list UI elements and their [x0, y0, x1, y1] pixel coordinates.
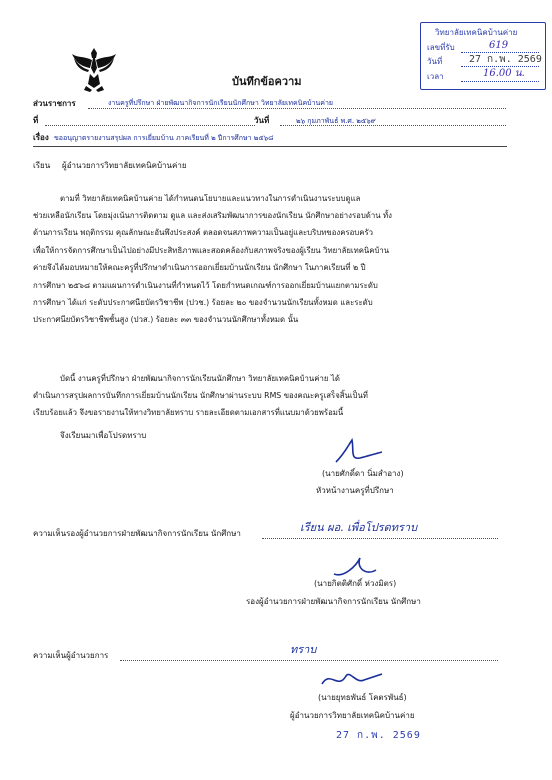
- body-line: เพื่อให้การจัดการศึกษาเป็นไปอย่างมีประสิทธิภาพและสอดคล้องกับสภาพจริงของผู้เรียน วิทยาลัยเทคนิคบ้าน: [33, 245, 390, 255]
- signer2-position: รองผู้อำนวยการฝ่ายพัฒนากิจการนักเรียน นักศึกษา: [246, 597, 421, 606]
- date-value: ๒๖ กุมภาพันธ์ พ.ศ. ๒๕๖๙: [296, 117, 376, 125]
- signature-mark: [330, 432, 390, 468]
- body-line: การศึกษา ๒๕๖๘ ตามแผนการดำเนินงานที่กำหนดไว้ โดยกำหนดเกณฑ์การออกเยี่ยมบ้านแยกตามระดับ: [33, 280, 378, 290]
- stamp-date-value: 27 ก.พ. 2569: [469, 54, 542, 65]
- signature-mark: [316, 664, 386, 694]
- stamp-date-label: วันที่: [427, 57, 443, 66]
- body-line: บัดนี้ งานครูที่ปรึกษา ฝ่ายพัฒนากิจการนักเรียนนักศึกษา วิทยาลัยเทคนิคบ้านค่าย ได้: [60, 374, 340, 383]
- body-paragraph-2: [60, 370, 510, 387]
- subject-value: ขออนุญาตรายงานสรุปผล การเยี่ยมบ้าน ภาคเรียนที่ ๒ ปีการศึกษา ๒๕๖๘: [54, 134, 274, 142]
- date-label: วันที่: [254, 116, 270, 125]
- subject-label: เรื่อง: [33, 133, 49, 142]
- body-line: ช่วยเหลือนักเรียน โดยมุ่งเน้นการติดตาม ดูแล และส่งเสริมพัฒนาการของนักเรียน นักศึกษาอย่างรอบด้าน ทั้ง: [33, 211, 392, 220]
- signer2-name: (นายกิตติศักดิ์ ห่วงมิตร): [314, 579, 397, 588]
- opinion2-handwritten: ทราบ: [290, 643, 317, 656]
- stamp-org: วิทยาลัยเทคนิคบ้านค่าย: [435, 28, 518, 37]
- signer1-name: (นายศักดิ์ดา นิ่มสำอาง): [322, 469, 404, 478]
- memo-title: บันทึกข้อความ: [232, 75, 302, 88]
- stamp-time-label: เวลา: [427, 72, 444, 81]
- body-paragraph-1-cont: [33, 207, 510, 329]
- body-line: ตามที่ วิทยาลัยเทคนิคบ้านค่าย ได้กำหนดนโยบายและแนวทางในการดำเนินงานระบบดูแล: [60, 194, 361, 203]
- stamp-no-label: เลขที่รับ: [427, 43, 455, 52]
- stamp-time-value: 16.00 น.: [483, 68, 525, 79]
- body-line: การศึกษา ได้แก่ ระดับประกาศนียบัตรวิชาชีพ (ปวช.) ร้อยละ ๒๐ ของจำนวนนักเรียนทั้งหมด และระดับ: [33, 298, 373, 308]
- opinion1-handwritten: เรียน ผอ. เพื่อโปรดทราบ: [300, 521, 418, 534]
- salutation-label: เรียน: [33, 161, 51, 170]
- signer3-name: (นายยุทธพันธ์ โคตรพันธ์): [318, 693, 407, 702]
- agency-value: งานครูที่ปรึกษา ฝ่ายพัฒนากิจการนักเรียนนักศึกษา วิทยาลัยเทคนิคบ้านค่าย: [108, 99, 333, 107]
- signer3-position: ผู้อำนวยการวิทยาลัยเทคนิคบ้านค่าย: [290, 711, 415, 720]
- garuda-emblem-icon: [70, 44, 118, 94]
- stamp-no-value: 619: [489, 40, 509, 51]
- received-stamp: [420, 22, 546, 90]
- body-line: ค่ายจึงได้มอบหมายให้คณะครูที่ปรึกษาดำเนินการออกเยี่ยมบ้านนักเรียน นักศึกษา ในภาคเรียนที่ ๒ ปี: [33, 263, 366, 273]
- opinion1-label: ความเห็นรองผู้อำนวยการฝ่ายพัฒนากิจการนักเรียน นักศึกษา: [33, 529, 241, 538]
- body-line: ดำเนินการสรุปผลการบันทึกการเยี่ยมบ้านนักเรียน นักศึกษาผ่านระบบ RMS ของคณะครูเสร็จสิ้นเป็นที่: [33, 391, 368, 400]
- agency-label: ส่วนราชการ: [33, 99, 76, 108]
- body-line: ด้านการเรียน พฤติกรรม คุณลักษณะอันพึงประสงค์ ตลอดจนสภาพความเป็นอยู่และบริบทของครอบครัว: [33, 228, 374, 238]
- closing-text: จึงเรียนมาเพื่อโปรดทราบ: [60, 431, 147, 440]
- body-paragraph-1: [60, 190, 510, 207]
- body-paragraph-2-cont: [33, 387, 510, 422]
- signer3-date-stamp: 27 ก.พ. 2569: [336, 730, 421, 741]
- header-rule: [33, 146, 507, 147]
- body-line: เรียบร้อยแล้ว จึงขอรายงานให้ทางวิทยาลัยทราบ รายละเอียดตามเอกสารที่แนบมาด้วยพร้อมนี้: [33, 408, 344, 418]
- salutation-value: ผู้อำนวยการวิทยาลัยเทคนิคบ้านค่าย: [62, 161, 187, 170]
- signature-mark: [326, 548, 386, 582]
- signer1-position: หัวหน้างานครูที่ปรึกษา: [316, 486, 394, 495]
- body-line: ประกาศนียบัตรวิชาชีพชั้นสูง (ปวส.) ร้อยละ ๓๓ ของจำนวนนักศึกษาทั้งหมด นั้น: [33, 315, 299, 325]
- ref-label: ที่: [33, 116, 39, 125]
- opinion2-label: ความเห็นผู้อำนวยการ: [33, 651, 109, 660]
